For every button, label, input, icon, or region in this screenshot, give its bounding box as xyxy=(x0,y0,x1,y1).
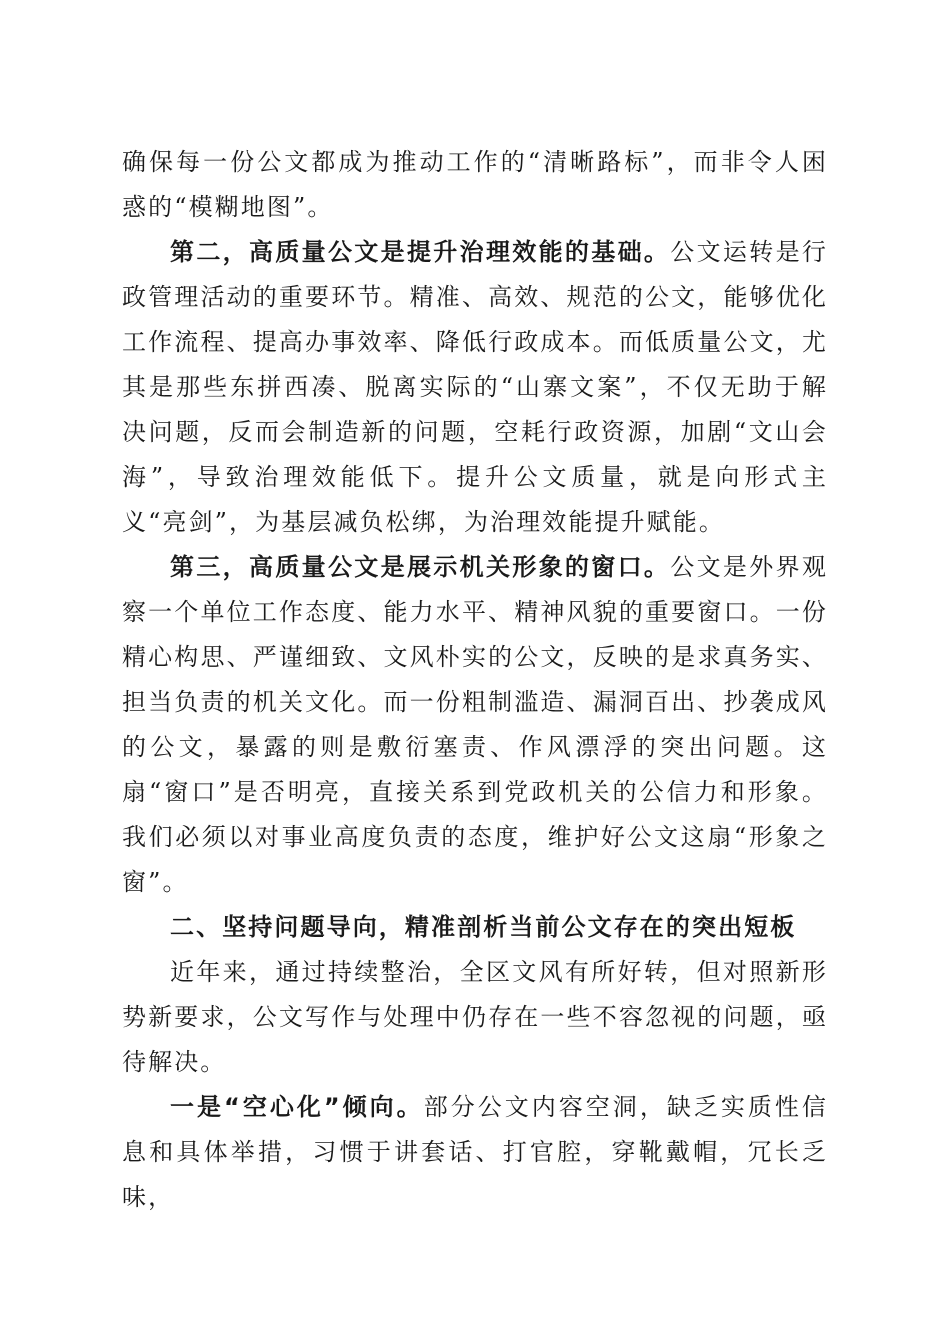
paragraph-lead: 第二，高质量公文是提升治理效能的基础。 xyxy=(170,238,671,266)
document-body xyxy=(122,140,828,1220)
paragraph-lead: 第三，高质量公文是展示机关形象的窗口。 xyxy=(170,553,671,581)
paragraph-text: 确保每一份公文都成为推动工作的“清晰路标”，而非令人困惑的“模糊地图”。 xyxy=(122,148,828,221)
paragraph-continuation xyxy=(122,140,828,230)
paragraph-first-problem xyxy=(122,1085,828,1220)
paragraph-text: 部分公文内容空洞，缺乏实质性信息和具体举措，习惯于讲套话、打官腔，穿靴戴帽，冗长乏味， xyxy=(122,1093,829,1211)
paragraph-lead: 一是“空心化”倾向。 xyxy=(170,1093,424,1121)
paragraph-text: 近年来，通过持续整治，全区文风有所好转，但对照新形势新要求，公文写作与处理中仍存在一些不容忽视的问题，亟待解决。 xyxy=(122,958,828,1076)
section-heading: 二、坚持问题导向，精准剖析当前公文存在的突出短板 xyxy=(170,913,797,941)
paragraph-text: 公文是外界观察一个单位工作态度、能力水平、精神风貌的重要窗口。一份精心构思、严谨细致、文风朴实的公文，反映的是求真务实、担当负责的机关文化。而一份粗制滥造、漏洞百出、抄袭成风的公文，暴露的则是敷衍塞责、作风漂浮的突出问题。这扇“窗口”是否明亮，直接关系到党政机关的公信力和形象。我们必须以对事业高度负责的态度，维护好公文这扇“形象之窗”。 xyxy=(122,553,828,896)
paragraph-third-point xyxy=(122,545,828,905)
paragraph-intro xyxy=(122,950,828,1085)
paragraph-text: 公文运转是行政管理活动的重要环节。精准、高效、规范的公文，能够优化工作流程、提高办事效率、降低行政成本。而低质量公文，尤其是那些东拼西凑、脱离实际的“山寨文案”，不仅无助于解决问题，反而会制造新的问题，空耗行政资源，加剧“文山会海”，导致治理效能低下。提升公文质量，就是向形式主义“亮剑”，为基层减负松绑，为治理效能提升赋能。 xyxy=(122,238,828,536)
paragraph-second-point xyxy=(122,230,828,545)
